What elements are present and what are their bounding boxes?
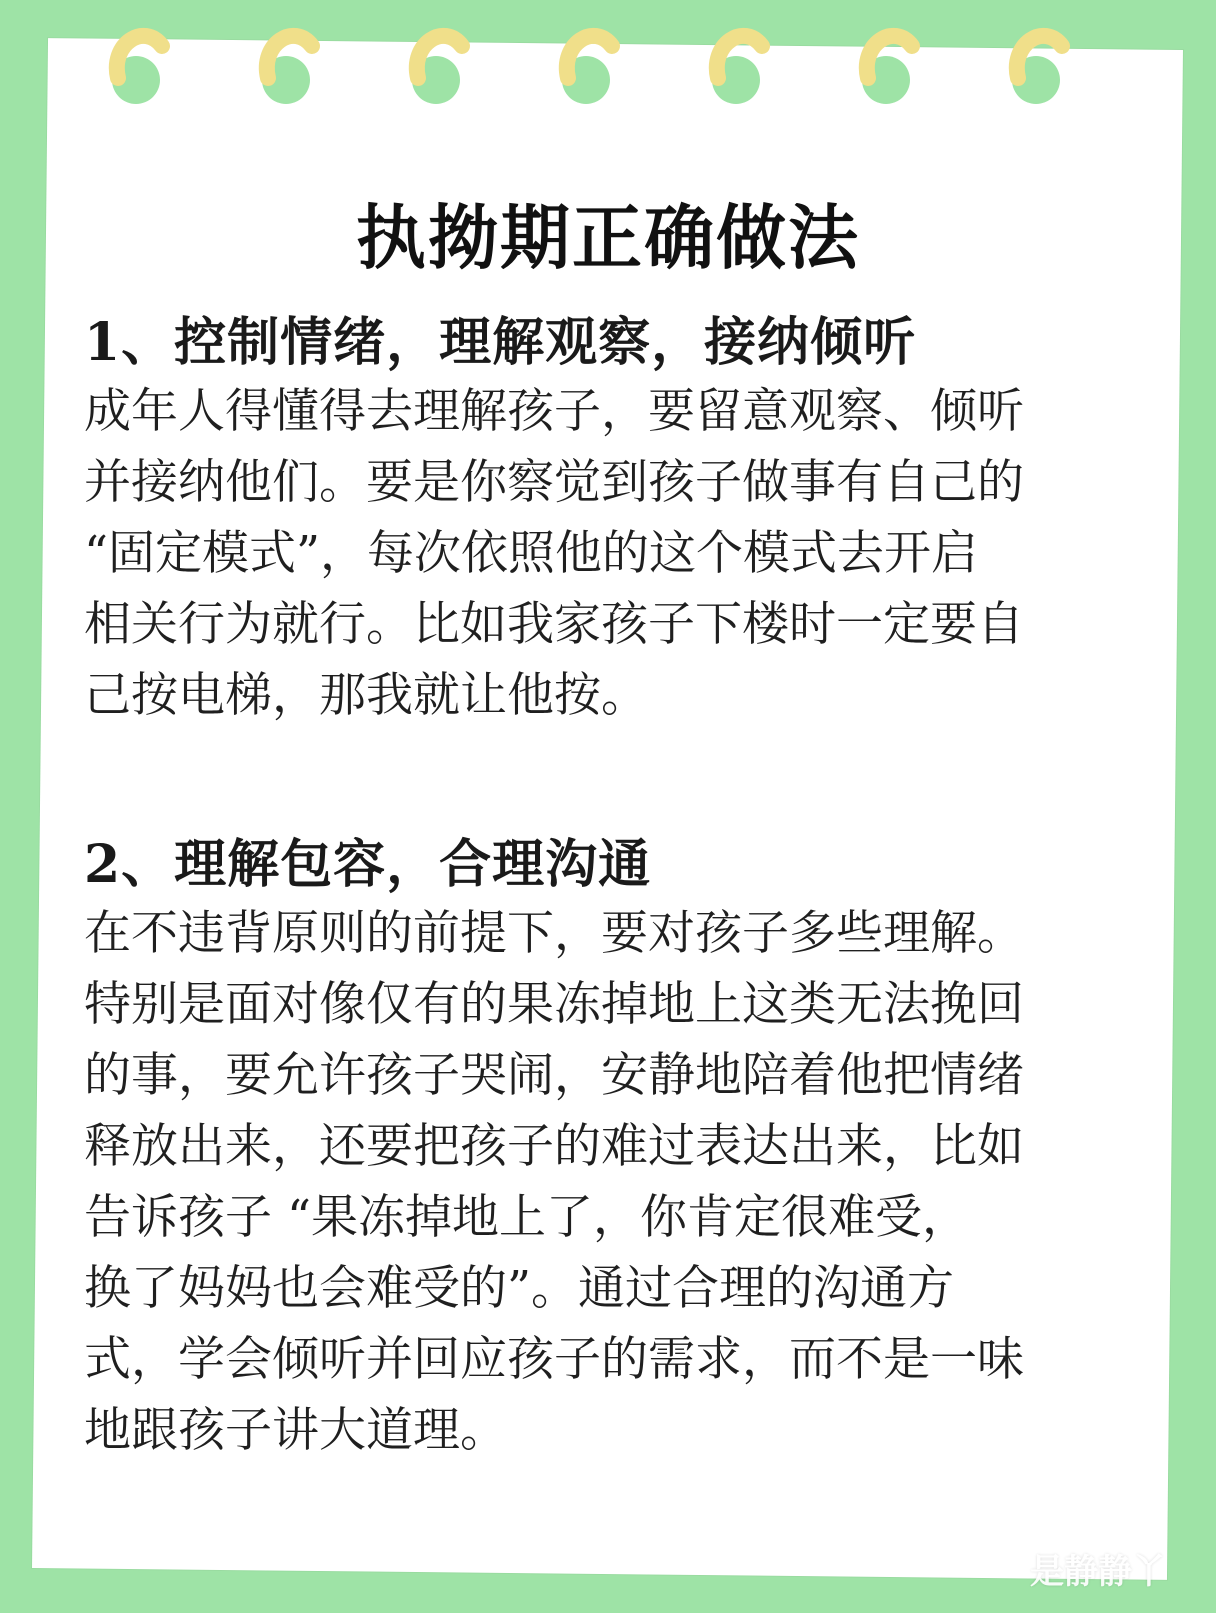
body-line: 的事，要允许孩子哭闹，安静地陪着他把情绪 [84,1048,1024,1103]
section-body-2 [84,898,1124,1466]
body-line: 在不违背原则的前提下，要对孩子多些理解。 [84,906,1024,961]
section-heading-1: 1、控制情绪，理解观察，接纳倾听 [84,312,917,373]
body-line: 换了妈妈也会难受的”。通过合理的沟通方 [84,1261,955,1316]
body-line: 己按电梯，那我就让他按。 [84,668,648,723]
section-body-1 [84,376,1124,731]
watermark: 是静静丫 [1030,1552,1166,1592]
body-line: “固定模式”，每次依照他的这个模式去开启 [84,526,979,581]
page-title: 执拗期正确做法 [356,197,860,279]
body-line: 并接纳他们。要是你察觉到孩子做事有自己的 [84,455,1024,510]
body-line: 相关行为就行。比如我家孩子下楼时一定要自 [84,597,1024,652]
body-line: 特别是面对像仅有的果冻掉地上这类无法挽回 [84,977,1024,1032]
body-line: 释放出来，还要把孩子的难过表达出来，比如 [84,1119,1024,1174]
body-line: 成年人得懂得去理解孩子，要留意观察、倾听 [84,384,1024,439]
body-line: 式，学会倾听并回应孩子的需求，而不是一味 [84,1332,1024,1387]
body-line: 告诉孩子 “果冻掉地上了，你肯定很难受， [84,1190,969,1245]
body-line: 地跟孩子讲大道理。 [84,1403,507,1458]
section-heading-2: 2、理解包容，合理沟通 [84,834,652,895]
